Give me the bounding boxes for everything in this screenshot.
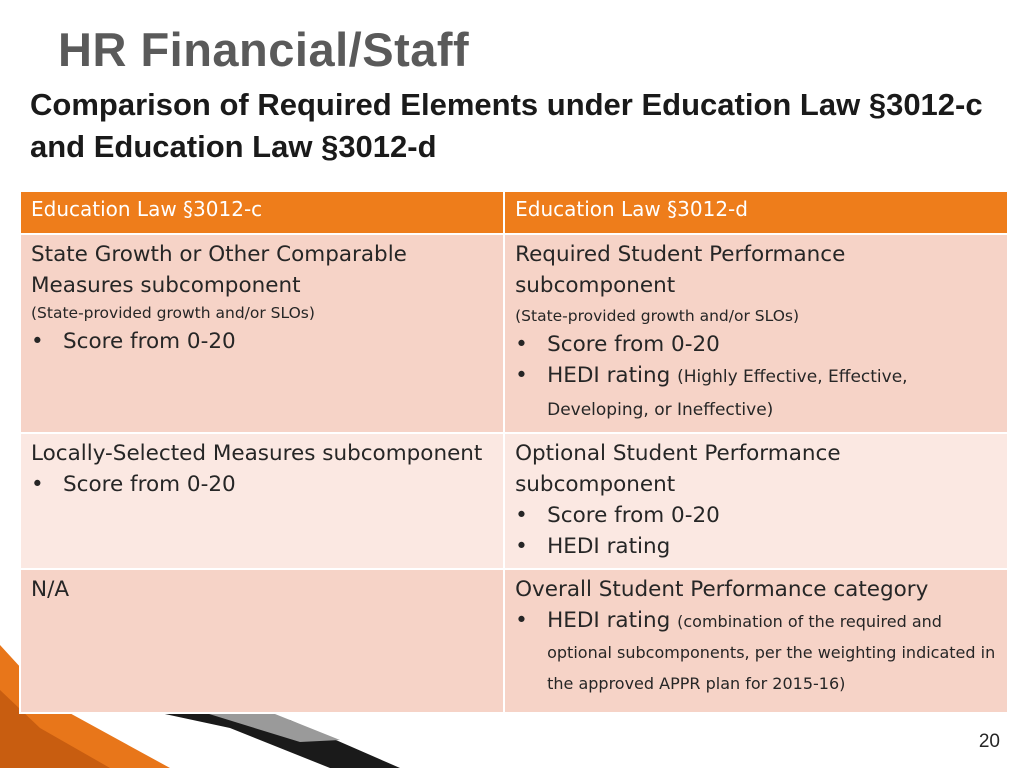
bullet-icon: • [31,329,44,354]
cell-3012c-na [20,569,504,713]
bullet-item [515,605,999,698]
table-row [20,234,1008,433]
bullet-icon: • [515,503,528,528]
bullet-icon: • [515,332,528,357]
bullet-icon: • [31,472,44,497]
cell-3012c-locally-selected [20,433,504,569]
bullet-note: (combination of the required and optional subcomponents, per the weighting indicated in the approved APPR plan for 2015-16) [547,612,996,693]
bullet-item [515,531,999,562]
table-header-row [20,191,1008,234]
cell-note: (State-provided growth and/or SLOs) [515,307,800,325]
cell-3012c-state-growth [20,234,504,433]
bullet-item [515,500,999,531]
slide-title: HR Financial/Staff [58,23,470,76]
header-3012c: Education Law §3012-c [20,191,504,234]
comparison-table [19,190,1009,714]
bullet-item [31,469,495,500]
cell-heading: N/A [31,577,70,602]
header-3012d: Education Law §3012-d [504,191,1008,234]
bullet-icon: • [515,534,528,559]
cell-3012d-required-performance [504,234,1008,433]
bullet-icon: • [515,363,528,388]
table-row [20,433,1008,569]
bullet-text: HEDI rating [547,608,671,633]
bullet-item [515,329,999,360]
bullet-text: HEDI rating [547,534,671,559]
bullet-item [515,360,999,426]
bullet-icon: • [515,608,528,633]
cell-heading: Locally-Selected Measures subcomponent [31,441,483,466]
cell-heading: Required Student Performance subcomponent [515,242,846,298]
page-number: 20 [978,731,1000,752]
cell-heading: Overall Student Performance category [515,577,929,602]
bullet-text: Score from 0-20 [63,472,236,497]
bullet-item [31,326,495,357]
cell-3012d-overall-performance [504,569,1008,713]
cell-note: (State-provided growth and/or SLOs) [31,304,315,322]
bullet-note: (Highly Effective, Effective, Developing, or Ineffective) [547,367,908,420]
slide-subtitle: Comparison of Required Elements under Education Law §3012-c and Education Law §3012-d [30,87,983,164]
bullet-text: HEDI rating [547,363,671,388]
cell-3012d-optional-performance [504,433,1008,569]
bullet-text: Score from 0-20 [547,332,720,357]
bullet-text: Score from 0-20 [547,503,720,528]
cell-heading: Optional Student Performance subcomponent [515,441,841,497]
cell-heading: State Growth or Other Comparable Measures subcomponent [31,242,407,298]
table-row [20,569,1008,713]
bullet-text: Score from 0-20 [63,329,236,354]
